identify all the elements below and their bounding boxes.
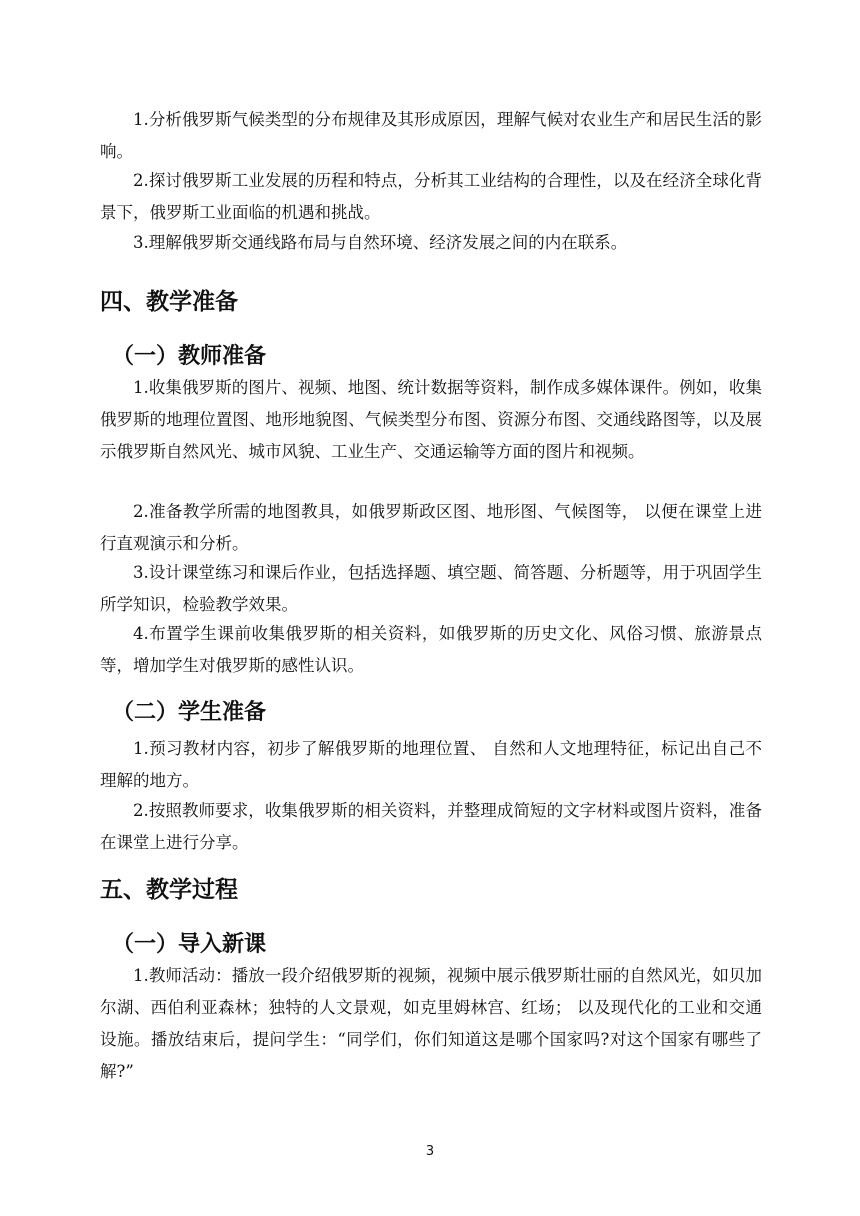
subheading-student-preparation: （二）学生准备 [112,700,267,725]
objective-paragraph-2: 2.探讨俄罗斯工业发展的历程和特点，分析其工业结构的合理性，以及在经济全球化背景下，俄罗斯工业面临的机遇和挑战。 [100,171,762,222]
section-heading-teaching-process: 五、教学过程 [100,877,238,903]
teacher-prep-paragraph-3: 3.设计课堂练习和课后作业，包括选择题、填空题、简答题、分析题等，用于巩固学生所学知识，检验教学效果。 [100,563,762,614]
teacher-prep-paragraph-1: 1.收集俄罗斯的图片、视频、地图、统计数据等资料，制作成多媒体课件。例如，收集俄罗斯的地理位置图、地形地貌图、气候类型分布图、资源分布图、交通线路图等，以及展示俄罗斯自然风光、城市风貌、工业生产、交通运输等方面的图片和视频。 [100,378,762,461]
intro-paragraph-1: 1.教师活动：播放一段介绍俄罗斯的视频，视频中展示俄罗斯壮丽的自然风光，如贝加尔湖、西伯利亚森林；独特的人文景观，如克里姆林宫、红场； 以及现代化的工业和交通设施。播放结束后，提问学生：“同学们，你们知道这是哪个国家吗?对这个国家有哪些了解?” [100,966,762,1081]
subheading-teacher-preparation: （一）教师准备 [112,344,267,369]
objective-paragraph-1: 1.分析俄罗斯气候类型的分布规律及其形成原因，理解气候对农业生产和居民生活的影响。 [100,110,762,161]
subheading-introduce-new-lesson: （一）导入新课 [112,932,267,957]
section-heading-teaching-preparation: 四、教学准备 [100,289,238,315]
teacher-prep-paragraph-2: 2.准备教学所需的地图教具，如俄罗斯政区图、地形图、气候图等， 以便在课堂上进行直观演示和分析。 [100,502,762,553]
objective-paragraph-3: 3.理解俄罗斯交通线路布局与自然环境、经济发展之间的内在联系。 [133,233,628,252]
teacher-prep-paragraph-4: 4.布置学生课前收集俄罗斯的相关资料，如俄罗斯的历史文化、风俗习惯、旅游景点等，增加学生对俄罗斯的感性认识。 [100,624,762,675]
page-number: 3 [425,1144,435,1159]
student-prep-paragraph-1: 1.预习教材内容，初步了解俄罗斯的地理位置、 自然和人文地理特征，标记出自己不理解的地方。 [100,739,762,790]
student-prep-paragraph-2: 2.按照教师要求，收集俄罗斯的相关资料，并整理成简短的文字材料或图片资料，准备在课堂上进行分享。 [100,801,762,852]
